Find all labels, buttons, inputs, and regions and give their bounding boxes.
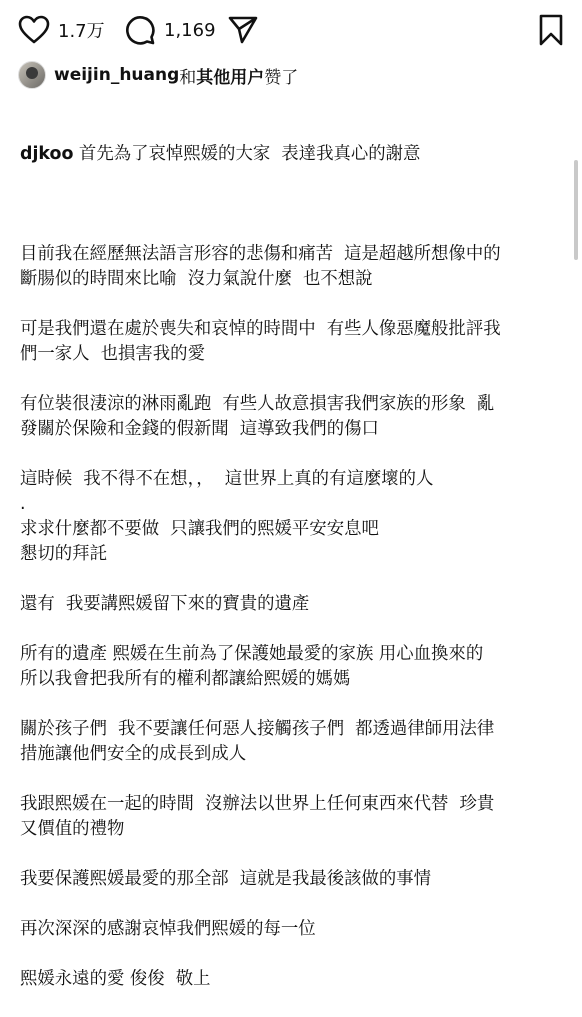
share-button[interactable]: [228, 12, 258, 48]
caption-line: 又價值的禮物: [20, 819, 125, 839]
scrollbar[interactable]: [574, 160, 578, 260]
comment-button[interactable]: [124, 12, 216, 48]
caption-line: 斷腸似的時間來比喻 沒力氣說什麼 也不想說: [20, 269, 373, 289]
caption-line: 首先為了哀悼熙媛的大家 表達我真心的謝意: [73, 144, 421, 164]
caption-line: 有位裝很淒涼的淋雨亂跑 有些人故意損害我們家族的形象 亂: [20, 394, 495, 414]
caption-line: 發關於保險和金錢的假新聞 這導致我們的傷口: [20, 419, 379, 439]
liked-by-row: [18, 60, 564, 90]
caption-line: 措施讓他們安全的成長到成人: [20, 744, 247, 764]
caption-blank-line: [20, 692, 560, 717]
caption-blank-line: [20, 442, 560, 467]
caption-blank-line: [20, 617, 560, 642]
send-icon: [228, 15, 258, 45]
caption-body: [20, 217, 560, 992]
save-button[interactable]: [538, 12, 564, 48]
caption-blank-line: [20, 567, 560, 592]
comment-count: 1,169: [164, 19, 216, 41]
caption-line: 這時候 我不得不在想，， 這世界上真的有這麼壞的人: [20, 469, 434, 489]
heart-icon: [18, 15, 50, 45]
caption-line: 懇切的拜託: [20, 544, 107, 564]
liked-by-username[interactable]: weijin_huang: [54, 65, 180, 85]
comment-icon: [124, 14, 156, 46]
caption-line: 求求什麼都不要做 只讓我們的熙媛平安安息吧: [20, 519, 379, 539]
caption-blank-line: [20, 217, 560, 242]
caption-line: 所以我會把我所有的權利都讓給熙媛的媽媽: [20, 669, 351, 689]
caption-blank-line: [20, 892, 560, 917]
caption-first-line: [20, 142, 560, 167]
like-button[interactable]: [18, 12, 105, 48]
caption-line: 我跟熙媛在一起的時間 沒辦法以世界上任何東西來代替 珍貴: [20, 794, 495, 814]
caption-line: 再次深深的感謝哀悼我們熙媛的每一位: [20, 919, 316, 939]
caption-author[interactable]: djkoo: [20, 144, 74, 164]
liked-by-connector: 和: [179, 67, 197, 88]
caption-blank-line: [20, 942, 560, 967]
bookmark-icon: [538, 14, 564, 46]
like-count: 1.7万: [58, 21, 105, 42]
caption-line: 所有的遺產 熙媛在生前為了保護她最愛的家族 用心血換來的: [20, 644, 484, 664]
caption-line: 目前我在經歷無法語言形容的悲傷和痛苦 這是超越所想像中的: [20, 244, 501, 264]
post-caption: [20, 92, 560, 1017]
caption-line: 我要保護熙媛最愛的那全部 這就是我最後該做的事情: [20, 869, 432, 889]
liked-by-others[interactable]: 其他用户: [196, 67, 265, 88]
post-action-bar: [18, 12, 564, 48]
caption-blank-line: [20, 767, 560, 792]
caption-line: .: [20, 494, 26, 514]
liked-by-suffix: 赞了: [264, 67, 299, 88]
avatar[interactable]: [18, 61, 46, 89]
caption-line: 熙媛永遠的愛 俊俊 敬上: [20, 969, 211, 989]
caption-line: 可是我們還在處於喪失和哀悼的時間中 有些人像惡魔般批評我: [20, 319, 501, 339]
caption-line: 關於孩子們 我不要讓任何惡人接觸孩子們 都透過律師用法律: [20, 719, 495, 739]
caption-blank-line: [20, 292, 560, 317]
caption-blank-line: [20, 367, 560, 392]
caption-line: 們一家人 也損害我的愛: [20, 344, 205, 364]
caption-line: 還有 我要講熙媛留下來的寶貴的遺產: [20, 594, 310, 614]
caption-blank-line: [20, 842, 560, 867]
